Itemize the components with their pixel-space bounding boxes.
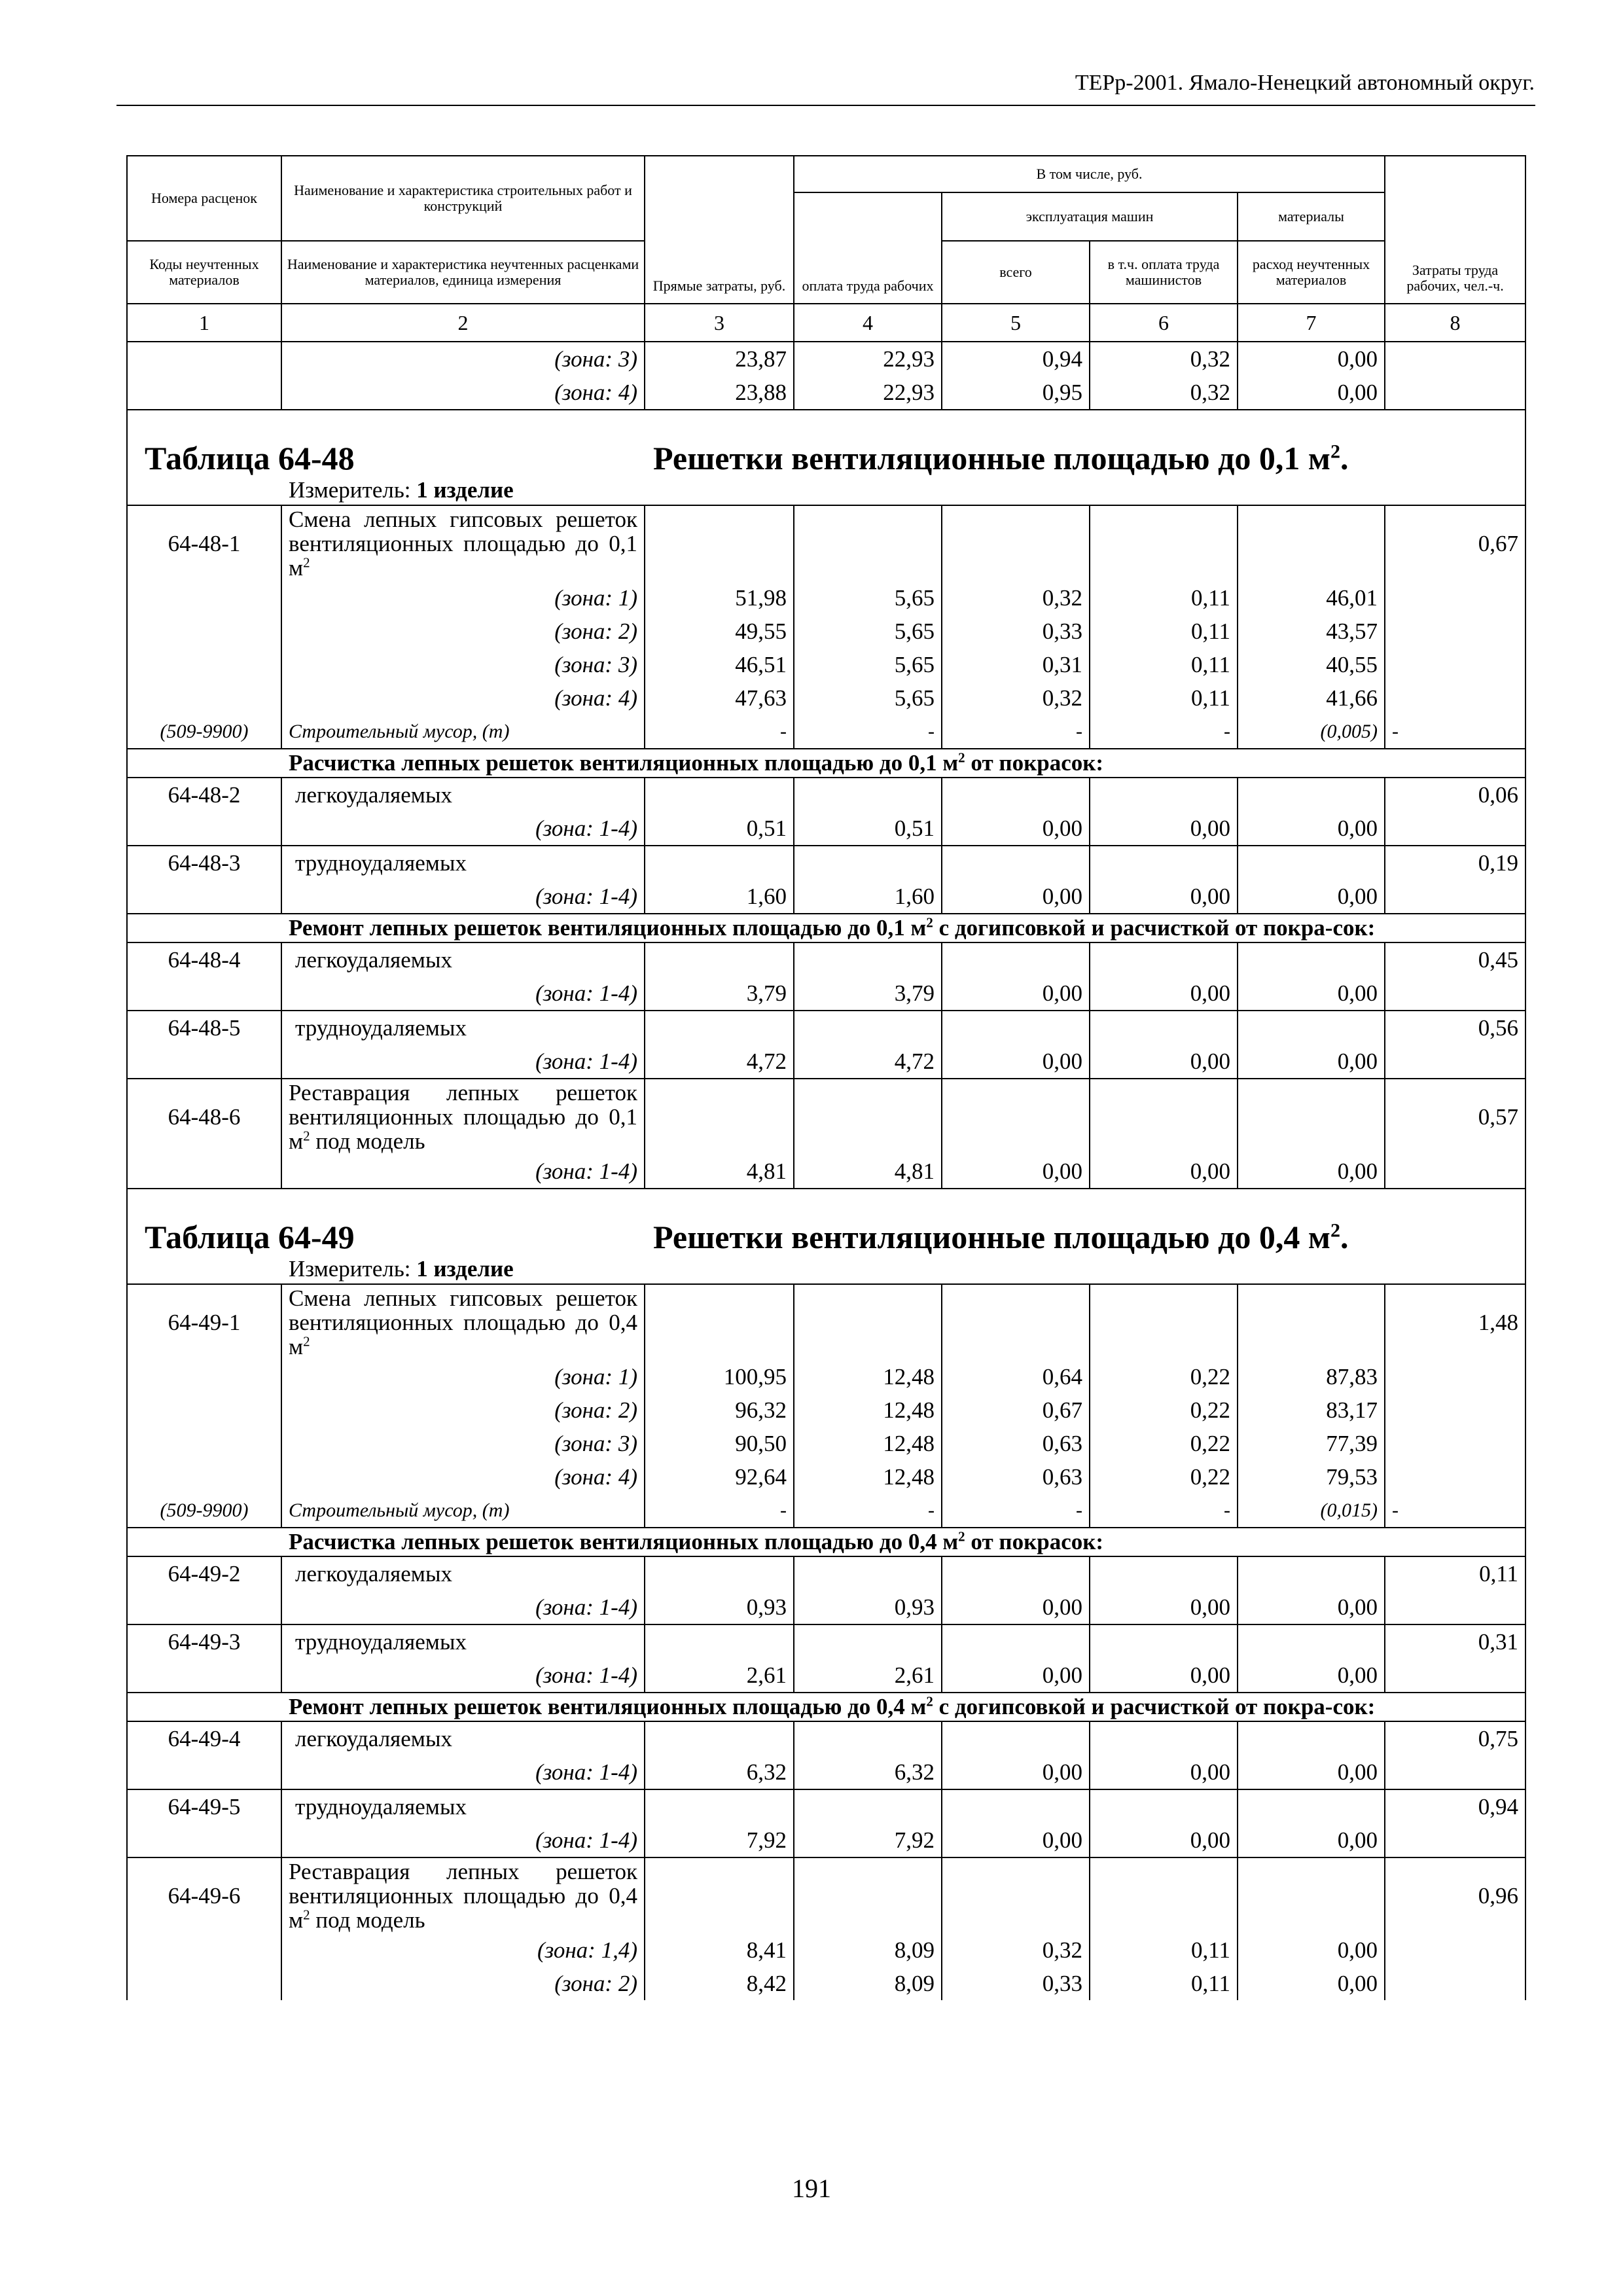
table-row: 64-48-4 легкоудаляемых 0,45: [127, 942, 1525, 977]
section-heading-row: Ремонт лепных решеток вентиляционных площадью до 0,4 $м^2$ с догипсовкой и расчисткой от покра-сок:: [127, 1693, 1525, 1721]
table-row: 64-48-3 трудноудаляемых 0,19: [127, 846, 1525, 880]
table-row: 64-48-6 Реставрация лепных решеток вентиляционных площадью до 0,1 $м^2$ под модель 0,57: [127, 1079, 1525, 1155]
table-row: (зона: 1-4) 0,51 0,51 0,00 0,00 0,00: [127, 812, 1525, 846]
table-body: [127, 342, 1525, 2000]
header-rule: [116, 105, 1535, 106]
col-num: 5: [942, 304, 1090, 342]
table-row: (зона: 1-4) 7,92 7,92 0,00 0,00 0,00: [127, 1823, 1525, 1857]
table-row: 64-48-2 легкоудаляемых 0,06: [127, 778, 1525, 812]
col-head-mach-labor: в т.ч. оплата труда машинистов: [1090, 241, 1238, 304]
labor-hours: 0,67: [1385, 505, 1525, 581]
waste-row: (509-9900) Строительный мусор, (т) - - - - (0,015) -: [127, 1494, 1525, 1528]
col-head-labor: оплата труда рабочих: [794, 192, 942, 304]
table-title-row: [127, 410, 1525, 476]
col-head-name-2: Наименование и характеристика неучтенных расценками материалов, единица измерения: [281, 241, 645, 304]
table-row: (зона: 1-4) 4,72 4,72 0,00 0,00 0,00: [127, 1045, 1525, 1079]
rate-desc: Смена лепных гипсовых решеток вентиляционных площадью до 0,1 $м^2$: [281, 505, 645, 581]
col-head-machines: эксплуатация машин: [942, 192, 1238, 241]
measure-value: 1 изделие: [416, 1256, 514, 1282]
rate-code: 64-48-1: [127, 505, 281, 581]
table-row: (зона: 2) 8,42 8,09 0,33 0,11 0,00: [127, 1967, 1525, 2000]
col-head-materials: материалы: [1238, 192, 1385, 241]
table-label: Таблица 64-49: [145, 1219, 355, 1255]
table-row: 64-48-5 трудноудаляемых 0,56: [127, 1011, 1525, 1045]
table-row: (зона: 1-4) 0,93 0,93 0,00 0,00 0,00: [127, 1590, 1525, 1624]
table-header: [127, 156, 1525, 342]
table-row: (зона: 2) 96,32 12,48 0,67 0,22 83,17: [127, 1393, 1525, 1427]
table-row: (зона: 2) 49,55 5,65 0,33 0,11 43,57: [127, 615, 1525, 648]
col-head-codes: Номера расценок: [127, 156, 281, 241]
table-row: 64-49-2 легкоудаляемых 0,11: [127, 1556, 1525, 1590]
col-head-name: Наименование и характеристика строительных работ и конструкций: [281, 156, 645, 241]
measure-row: [127, 476, 1525, 505]
table-row: 64-49-4 легкоудаляемых 0,75: [127, 1721, 1525, 1755]
table-row: 64-49-1 Смена лепных гипсовых решеток вентиляционных площадью до 0,4 $м^2$ 1,48: [127, 1284, 1525, 1360]
table-row: 64-49-3 трудноудаляемых 0,31: [127, 1624, 1525, 1659]
col-num: 2: [281, 304, 645, 342]
col-num: 3: [645, 304, 794, 342]
table-row: (зона: 1) 100,95 12,48 0,64 0,22 87,83: [127, 1360, 1525, 1393]
col-head-codes-2: Коды неучтенных материалов: [127, 241, 281, 304]
table-row: (зона: 4) 92,64 12,48 0,63 0,22 79,53: [127, 1460, 1525, 1494]
col-num: 6: [1090, 304, 1238, 342]
table-row: (зона: 1-4) 6,32 6,32 0,00 0,00 0,00: [127, 1755, 1525, 1789]
measure-value: 1 изделие: [416, 477, 514, 503]
section-heading-row: Расчистка лепных решеток вентиляционных площадью до 0,1 $м^2$ от покрасок:: [127, 749, 1525, 778]
table-row: (зона: 1,4) 8,41 8,09 0,32 0,11 0,00: [127, 1933, 1525, 1967]
col-num: 8: [1385, 304, 1525, 342]
measure-row: [127, 1255, 1525, 1284]
running-header: ТЕРр-2001. Ямало-Ненецкий автономный округ.: [1075, 71, 1535, 95]
col-head-hours: Затраты труда рабочих, чел.-ч.: [1385, 156, 1525, 304]
table-label: Таблица 64-48: [145, 440, 355, 476]
col-num: 4: [794, 304, 942, 342]
waste-row: (509-9900) Строительный мусор, (т) - - - - (0,005) -: [127, 715, 1525, 749]
table-title: Решетки вентиляционные площадью до 0,1 $м^2$.: [653, 440, 1349, 476]
table-row: (зона: 1-4) 4,81 4,81 0,00 0,00 0,00: [127, 1155, 1525, 1189]
col-num: 7: [1238, 304, 1385, 342]
table-row: (зона: 3) 23,87 22,93 0,94 0,32 0,00: [127, 342, 1525, 376]
col-head-direct: Прямые затраты, руб.: [645, 156, 794, 304]
table-title-row: [127, 1189, 1525, 1255]
section-heading-row: Расчистка лепных решеток вентиляционных площадью до 0,4 $м^2$ от покрасок:: [127, 1528, 1525, 1556]
table-row: (зона: 1-4) 2,61 2,61 0,00 0,00 0,00: [127, 1659, 1525, 1693]
table-row: (зона: 1) 51,98 5,65 0,32 0,11 46,01: [127, 581, 1525, 615]
table-row: (зона: 3) 90,50 12,48 0,63 0,22 77,39: [127, 1427, 1525, 1460]
col-head-mat-use: расход неучтенных материалов: [1238, 241, 1385, 304]
table-title: Решетки вентиляционные площадью до 0,4 $м^2$.: [653, 1219, 1349, 1255]
measure-label: Измеритель:: [289, 477, 417, 503]
table-row: (зона: 4) 47,63 5,65 0,32 0,11 41,66: [127, 681, 1525, 715]
table-row: (зона: 1-4) 1,60 1,60 0,00 0,00 0,00: [127, 880, 1525, 914]
table-row: (зона: 1-4) 3,79 3,79 0,00 0,00 0,00: [127, 977, 1525, 1011]
table-row: [127, 505, 1525, 581]
col-head-incl: В том числе, руб.: [794, 156, 1385, 192]
section-heading-row: Ремонт лепных решеток вентиляционных площадью до 0,1 $м^2$ с догипсовкой и расчисткой от покра-сок:: [127, 914, 1525, 942]
col-head-mach-total: всего: [942, 241, 1090, 304]
table-row: (зона: 3) 46,51 5,65 0,31 0,11 40,55: [127, 648, 1525, 681]
page-number: 191: [792, 2174, 831, 2203]
price-table: [126, 155, 1526, 2000]
table-row: 64-49-5 трудноудаляемых 0,94: [127, 1789, 1525, 1823]
table-row: (зона: 4) 23,88 22,93 0,95 0,32 0,00: [127, 376, 1525, 410]
measure-label: Измеритель:: [289, 1256, 417, 1282]
table-row: 64-49-6 Реставрация лепных решеток вентиляционных площадью до 0,4 $м^2$ под модель 0,96: [127, 1857, 1525, 1933]
col-num: 1: [127, 304, 281, 342]
